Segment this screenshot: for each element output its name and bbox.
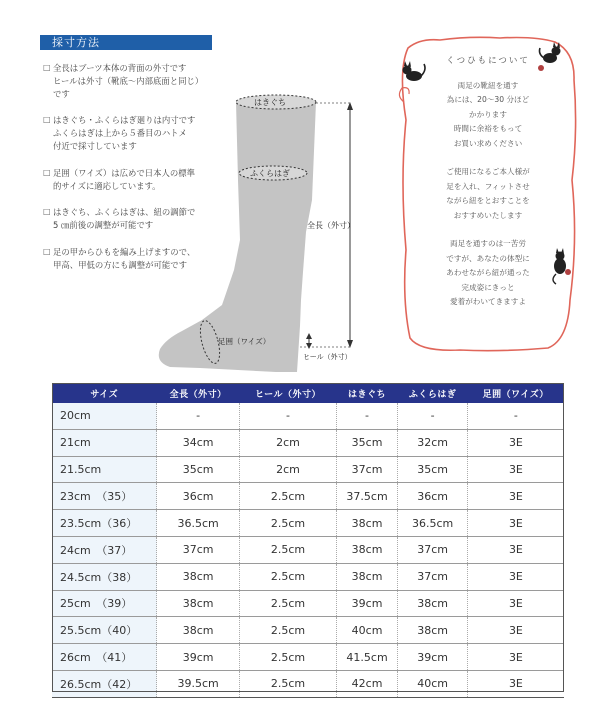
laces-paragraph [408,237,568,310]
width-cell: 3E [467,644,564,671]
heel-cell: 2.5cm [240,670,336,697]
width-cell: - [467,403,564,429]
width-cell: 3E [467,563,564,590]
calf-cell: 37cm [398,536,467,563]
laces-line: 為には、20～30 分ほど [446,95,530,104]
opening-cell: 37cm [336,456,398,483]
note-line: 甲高、甲低の方にも調整が可能です [53,259,187,270]
width-cell: 3E [467,456,564,483]
size-cell: 23cm （35） [52,483,157,510]
length-cell: 39.5cm [157,670,240,697]
heel-arrow-head-bottom [306,343,312,349]
length-cell: 38cm [157,617,240,644]
length-cell: 37cm [157,536,240,563]
laces-note-title: くつひもについて [446,56,530,66]
header-length: 全長（外寸） [157,383,240,403]
width-cell: 3E [467,536,564,563]
laces-line: 愛着がわいてきますよ [450,297,526,306]
laces-line: ですが、あなたの体型に [446,253,530,263]
table-row [52,429,564,456]
laces-line: かかります [469,109,507,119]
laces-note [408,54,568,324]
heel-cell: 2.5cm [240,617,336,644]
heel-cell: 2.5cm [240,563,336,590]
header-width: 足囲（ワイズ） [467,383,564,403]
laces-line: 両足を通すのは一苦労 [450,239,526,248]
calf-cell: 36.5cm [398,510,467,537]
note-line: 足の甲からひもを編み上げますので、 [53,246,196,257]
note-line: 足囲（ワイズ）は広めで日本人の標準 [53,167,196,178]
laces-line: 足を入れ、フィットさせ [446,181,530,191]
size-table [52,383,564,698]
table-row [52,510,564,537]
note-line: 付近で採寸しています [53,140,137,151]
header-opening: はきぐち [336,383,398,403]
length-label: 全長（外寸） [307,221,355,230]
width-cell: 3E [467,510,564,537]
heel-cell: 2.5cm [240,644,336,671]
length-cell: 38cm [157,590,240,617]
size-cell: 21cm [52,429,157,456]
heel-cell: - [240,403,336,429]
heel-cell: 2.5cm [240,536,336,563]
length-cell: 36.5cm [157,510,240,537]
laces-line: 両足の靴紐を通す [457,80,519,90]
size-cell: 26cm （41） [52,644,157,671]
opening-cell: 39cm [336,590,398,617]
table-row [52,617,564,644]
laces-paragraph [408,79,568,152]
opening-cell: 40cm [336,617,398,644]
size-cell: 25cm （39） [52,590,157,617]
note-line: 5 ㎝前後の調整が可能です [53,220,154,231]
note-line: ふくらはぎは上から５番目のハトメ [53,128,187,139]
calf-cell: 32cm [398,429,467,456]
width-label: 足囲（ワイズ） [218,337,271,346]
length-cell: 39cm [157,644,240,671]
length-cell: 34cm [157,429,240,456]
calf-cell: 38cm [398,617,467,644]
heel-cell: 2.5cm [240,483,336,510]
width-cell: 3E [467,617,564,644]
width-cell: 3E [467,590,564,617]
opening-cell: 38cm [336,536,398,563]
checkbox-bullet: □ [43,207,51,217]
calf-cell: 37cm [398,563,467,590]
calf-cell: 35cm [398,456,467,483]
calf-cell: 40cm [398,670,467,697]
opening-cell: 35cm [336,429,398,456]
table-row [52,536,564,563]
laces-line: お買い求めください [453,138,523,148]
laces-line: ながら紐をとおすことを [446,196,530,205]
heel-arrow-head-top [306,333,312,339]
table-row [52,644,564,671]
laces-line: おすすめいたします [453,210,523,220]
opening-cell: - [336,403,398,429]
note-line: です [53,88,70,99]
length-cell: 38cm [157,563,240,590]
laces-line: ご使用になるご本人様が [446,167,530,176]
laces-line: 完成姿にきっと [461,282,515,292]
checkbox-bullet: □ [43,167,51,177]
size-cell: 21.5cm [52,456,157,483]
size-cell: 20cm [52,403,157,429]
width-cell: 3E [467,670,564,697]
calf-cell: 36cm [398,483,467,510]
checkbox-bullet: □ [43,115,51,125]
note-line: はきぐち、ふくらはぎは、紐の調節で [53,207,196,218]
header-size: サイズ [52,383,157,403]
note-line: ヒールは外寸（靴底～内部底面と同じ） [53,75,204,86]
length-cell: 36cm [157,483,240,510]
heel-cell: 2.5cm [240,510,336,537]
calf-label: ふくらはぎ [250,169,290,178]
width-cell: 3E [467,483,564,510]
section-title: 採寸方法 [40,35,212,50]
size-cell: 25.5cm（40） [52,617,157,644]
opening-cell: 37.5cm [336,483,398,510]
note-line: 全長はブーツ本体の背面の外寸です [53,63,187,73]
opening-cell: 38cm [336,510,398,537]
header-heel: ヒール（外寸） [240,383,336,403]
length-cell: - [157,403,240,429]
checkbox-bullet: □ [43,246,51,256]
heel-cell: 2.5cm [240,590,336,617]
laces-line: 時間に余裕をもって [453,124,523,133]
table-row [52,403,564,429]
opening-cell: 38cm [336,563,398,590]
table-row [52,563,564,590]
boot-silhouette [159,102,316,372]
size-cell: 26.5cm（42） [52,670,157,697]
table-header-row [52,383,564,403]
opening-cell: 42cm [336,670,398,697]
opening-cell: 41.5cm [336,644,398,671]
calf-cell: 38cm [398,590,467,617]
note-line: はきぐち・ふくらはぎ廻りは内寸です [53,115,196,126]
checkbox-bullet: □ [43,63,51,72]
opening-label: はきぐち [254,98,286,107]
table-row [52,590,564,617]
table-row [52,456,564,483]
laces-line: あわせながら紐が通った [446,268,530,277]
note-line: 的サイズに適応しています。 [53,180,161,191]
heel-label: ヒール（外寸） [303,353,352,361]
size-cell: 23.5cm（36） [52,510,157,537]
table-row [52,483,564,510]
length-cell: 35cm [157,456,240,483]
width-cell: 3E [467,429,564,456]
laces-paragraph [408,165,568,223]
heel-cell: 2cm [240,429,336,456]
heel-cell: 2cm [240,456,336,483]
calf-cell: 39cm [398,644,467,671]
header-calf: ふくらはぎ [398,383,467,403]
calf-cell: - [398,403,467,429]
table-row [52,670,564,697]
size-cell: 24cm （37） [52,536,157,563]
size-cell: 24.5cm（38） [52,563,157,590]
